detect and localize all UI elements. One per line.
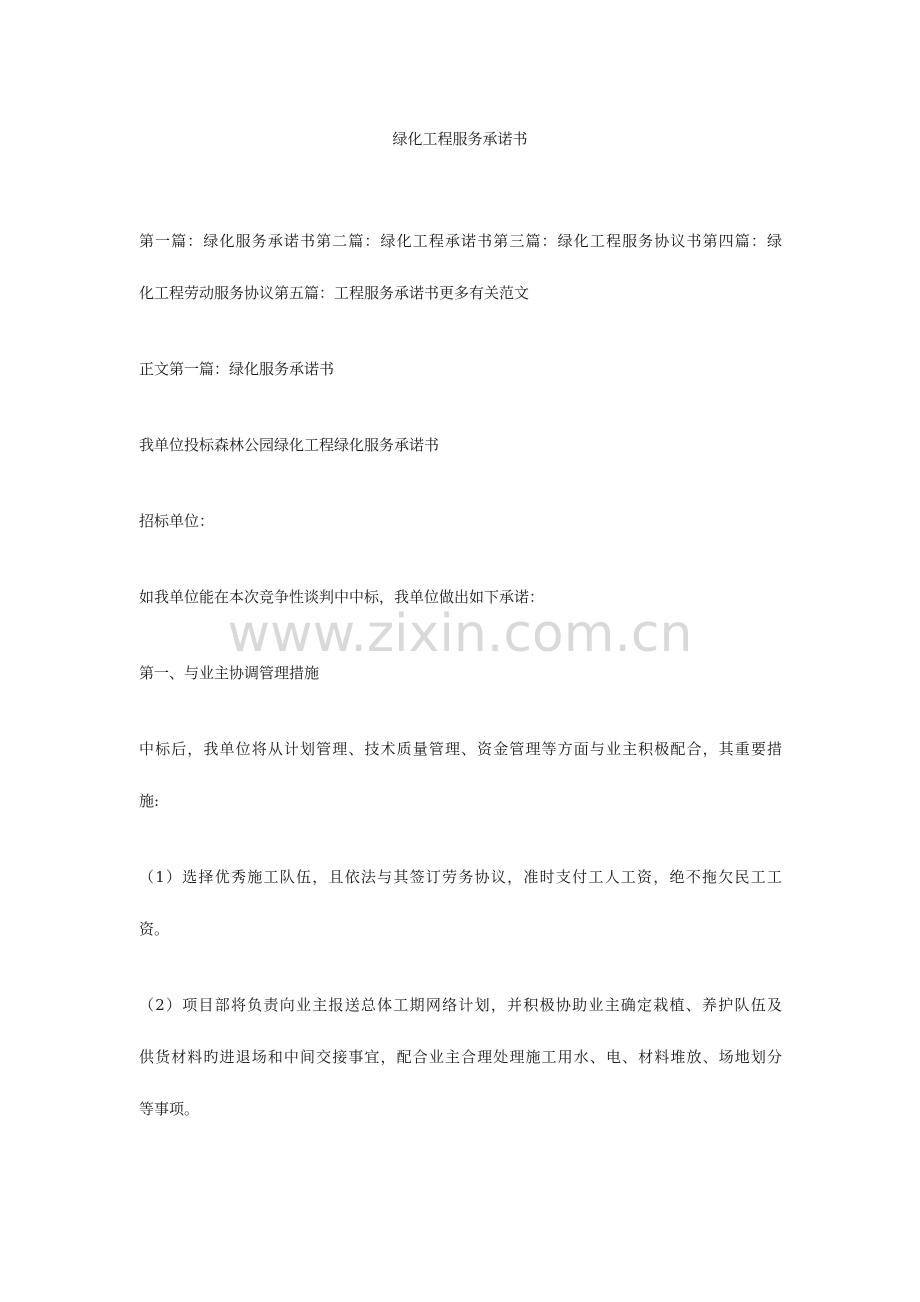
item-1-line-2: 资。	[139, 920, 170, 938]
toc-line-2: 化工程劳动服务协议第五篇：工程服务承诺书更多有关范文	[139, 284, 530, 302]
section-1-heading: 第一、与业主协调管理措施	[139, 664, 320, 682]
tender-unit-label: 招标单位：	[139, 512, 215, 530]
watermark-text: www.zixin.com.cn	[227, 604, 693, 664]
commitment-intro: 如我单位能在本次竞争性谈判中中标，我单位做出如下承诺：	[139, 588, 545, 606]
item-2-line-1: （2）项目部将负责向业主报送总体工期网络计划，并积极协助业主确定栽植、养护队伍及	[139, 996, 782, 1014]
item-2-line-2: 供货材料旳进退场和中间交接事宜，配合业主合理处理施工用水、电、材料堆放、场地划分	[139, 1048, 782, 1066]
item-2-line-3: 等事项。	[139, 1100, 200, 1118]
toc-line-1: 第一篇：绿化服务承诺书第二篇：绿化工程承诺书第三篇：绿化工程服务协议书第四篇：绿	[139, 232, 782, 250]
section-1-intro-line-2: 施:	[139, 792, 160, 810]
item-1-line-1: （1）选择优秀施工队伍，且依法与其签订劳务协议，准时支付工人工资，绝不拖欠民工工	[139, 868, 782, 886]
body-heading: 正文第一篇：绿化服务承诺书	[139, 360, 335, 378]
section-1-intro-line-1: 中标后，我单位将从计划管理、技术质量管理、资金管理等方面与业主积极配合，其重要措	[139, 740, 782, 758]
bid-title: 我单位投标森林公园绿化工程绿化服务承诺书	[139, 436, 440, 454]
document-title: 绿化工程服务承诺书	[392, 130, 528, 148]
